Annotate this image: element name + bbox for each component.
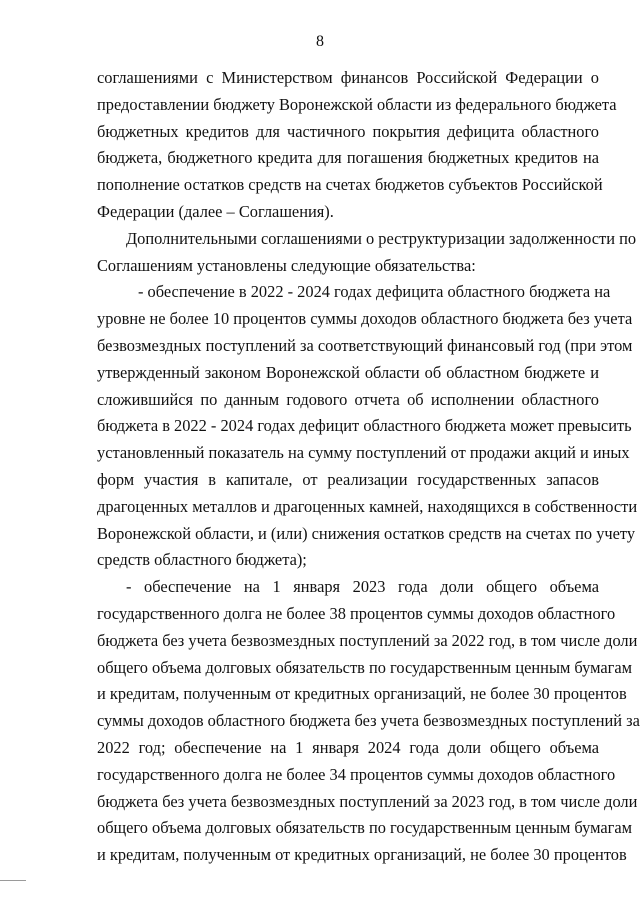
margin-mark <box>0 880 26 881</box>
text-line: суммы доходов областного бюджета без учета безвозмездных поступлений за <box>97 711 640 731</box>
text-line: Воронежской области, и (или) снижения остатков средств на счетах по учету <box>97 523 636 543</box>
text-line: соглашениями с Министерством финансов Российской Федерации о <box>97 68 599 87</box>
page-number: 8 <box>316 33 324 50</box>
text-line: утвержденный законом Воронежской области об областном бюджете и <box>97 362 599 382</box>
text-line: государственного долга не более 34 процентов суммы доходов областного <box>97 764 616 784</box>
text-line: Федерации (далее – Соглашения). <box>97 201 334 221</box>
paragraph <box>97 279 638 574</box>
paragraph <box>97 574 640 869</box>
text-line: средств областного бюджета); <box>97 550 307 570</box>
document-body <box>97 65 640 869</box>
text-line: - обеспечение в 2022 - 2024 годах дефицита областного бюджета на <box>138 282 611 302</box>
text-line: бюджета без учета безвозмездных поступлений за 2023 год, в том числе доли <box>97 791 638 811</box>
text-line: предоставлении бюджету Воронежской области из федерального бюджета <box>97 94 617 114</box>
text-line: - обеспечение на 1 января 2023 года доли общего объема <box>126 577 599 597</box>
text-line: государственного долга не более 38 процентов суммы доходов областного <box>97 603 616 623</box>
text-line: установленный показатель на сумму поступлений от продажи акций и иных <box>97 443 630 463</box>
text-line: 2022 год; обеспечение на 1 января 2024 года доли общего объема <box>97 737 599 757</box>
text-line: общего объема долговых обязательств по государственным ценным бумагам <box>97 657 633 677</box>
text-line: бюджета без учета безвозмездных поступлений за 2022 год, в том числе доли <box>97 630 638 650</box>
text-line: и кредитам, полученным от кредитных организаций, не более 30 процентов <box>97 845 627 865</box>
text-line: бюджета, бюджетного кредита для погашения бюджетных кредитов на <box>97 148 599 168</box>
text-line: сложившийся по данным годового отчета об исполнении областного <box>97 389 599 409</box>
text-line: и кредитам, полученным от кредитных организаций, не более 30 процентов <box>97 684 627 704</box>
text-line: драгоценных металлов и драгоценных камней, находящихся в собственности <box>97 496 638 516</box>
text-line: общего объема долговых обязательств по государственным ценным бумагам <box>97 818 633 838</box>
text-line: пополнение остатков средств на счетах бюджетов субъектов Российской <box>97 175 603 195</box>
paragraph <box>97 226 637 280</box>
text-line: Дополнительными соглашениями о реструктуризации задолженности по <box>126 228 637 248</box>
text-line: уровне не более 10 процентов суммы доходов областного бюджета без учета <box>97 309 633 329</box>
paragraph <box>97 65 617 226</box>
text-line: бюджетных кредитов для частичного покрытия дефицита областного <box>97 121 599 141</box>
text-line: Соглашениям установлены следующие обязательства: <box>97 255 476 275</box>
text-line: форм участия в капитале, от реализации государственных запасов <box>97 469 599 489</box>
text-line: бюджета в 2022 - 2024 годах дефицит областного бюджета может превысить <box>97 416 632 436</box>
text-line: безвозмездных поступлений за соответствующий финансовый год (при этом <box>97 335 633 355</box>
